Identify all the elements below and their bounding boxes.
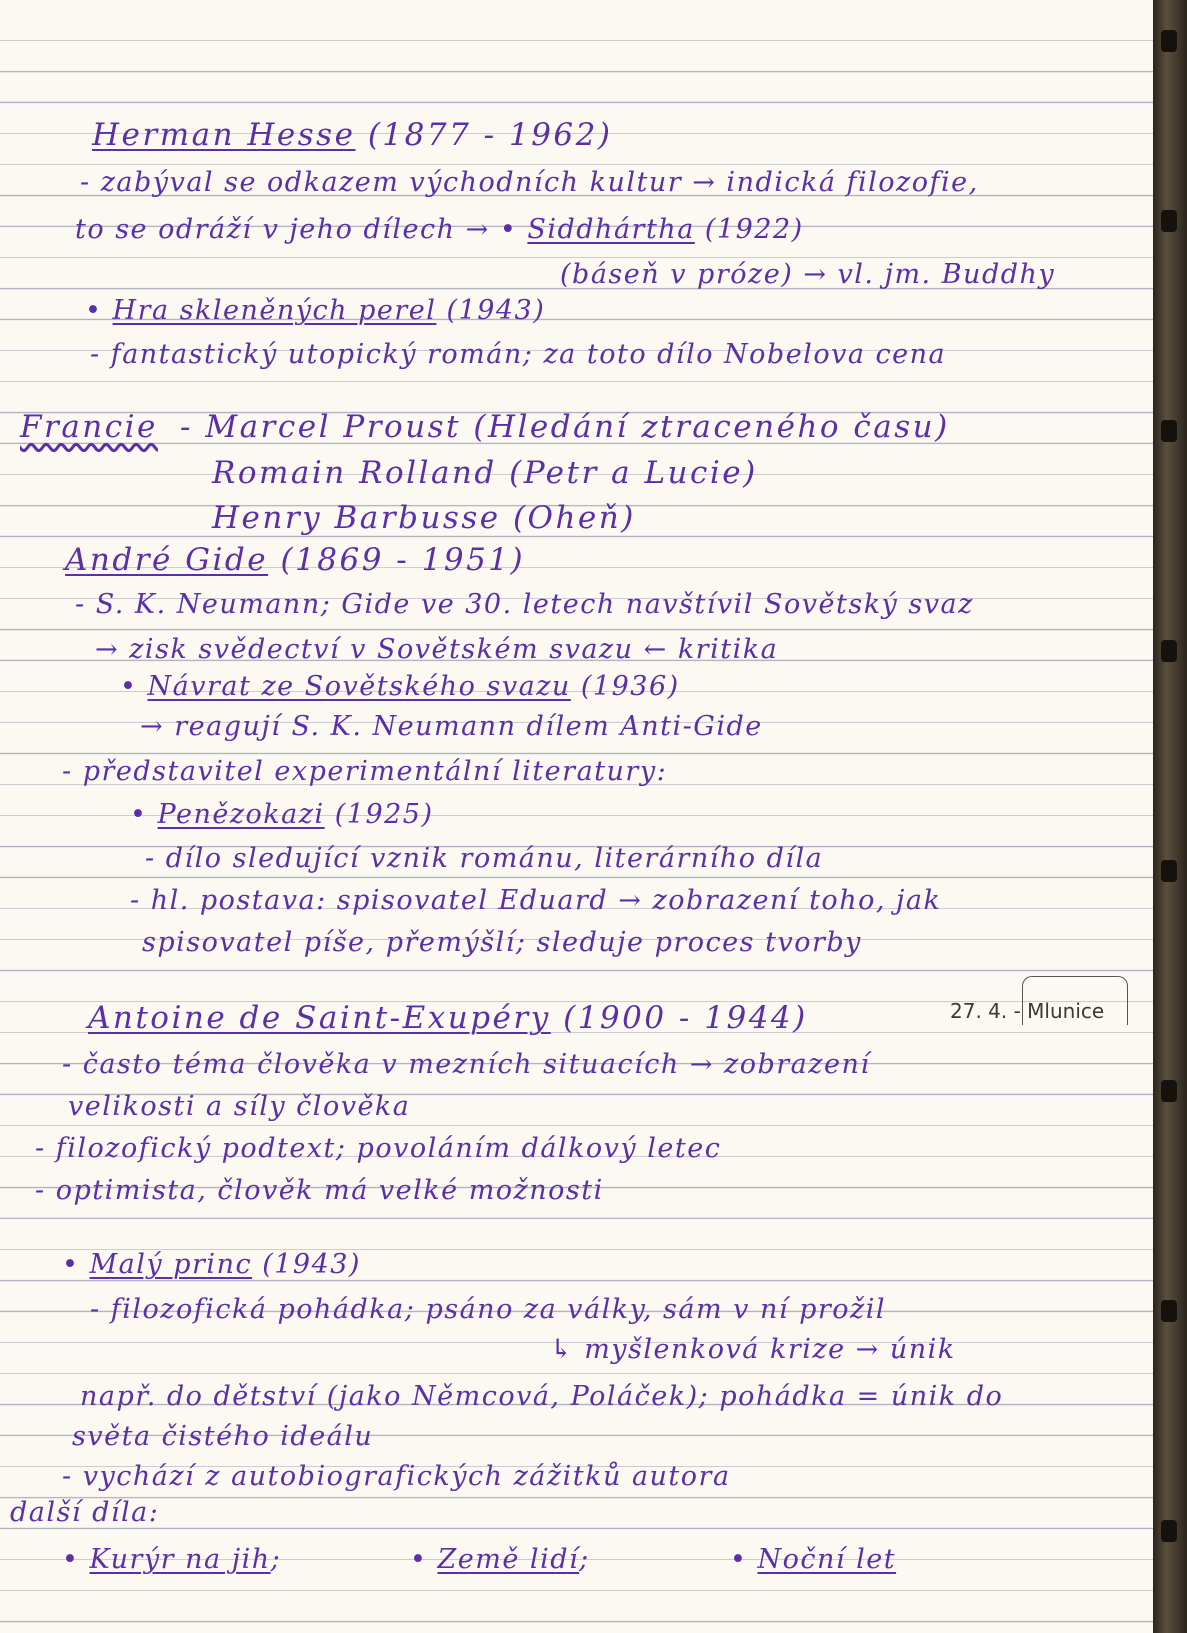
further-works-row bbox=[730, 1545, 896, 1575]
note-line: Romain Rolland (Petr a Lucie) bbox=[212, 455, 758, 491]
note-line: ↳ myšlenková krize → únik bbox=[550, 1334, 956, 1365]
binding-hole bbox=[1161, 860, 1177, 882]
note-line bbox=[85, 296, 545, 326]
note-line bbox=[75, 215, 804, 245]
exupery-title: Antoine de Saint-Exupéry bbox=[88, 1000, 551, 1036]
bullet: • bbox=[130, 799, 148, 830]
further-works-row: • Země lidí; bbox=[410, 1544, 590, 1575]
work-year: (1943) bbox=[262, 1249, 361, 1280]
note-line: → zisk svědectví v Sovětském svazu ← kritika bbox=[95, 634, 779, 665]
note-line: Henry Barbusse (Oheň) bbox=[212, 500, 636, 536]
note-text: to se odráží v jeho dílech → • bbox=[75, 214, 518, 245]
note-line: - dílo sledující vznik románu, literárního díla bbox=[145, 843, 824, 874]
binding-hole bbox=[1161, 1520, 1177, 1542]
note-line: - fantastický utopický román; za toto dílo Nobelova cena bbox=[90, 339, 947, 370]
work-year: (1943) bbox=[446, 295, 546, 326]
note-line: velikosti a síly člověka bbox=[68, 1091, 411, 1122]
note-line: - filozofický podtext; povoláním dálkový letec bbox=[35, 1133, 722, 1164]
binding-hole bbox=[1161, 420, 1177, 442]
bullet: • bbox=[62, 1249, 80, 1280]
work-title: Siddhártha bbox=[527, 214, 695, 245]
note-line: - vychází z autobiografických zážitků autora bbox=[62, 1461, 731, 1492]
binding-hole bbox=[1161, 210, 1177, 232]
bullet: • bbox=[62, 1544, 80, 1575]
note-line: - zabýval se odkazem východních kultur → indická filozofie, bbox=[80, 167, 979, 198]
work-year: (1925) bbox=[334, 799, 434, 830]
work-title: Noční let bbox=[757, 1544, 897, 1575]
work-title: Návrat ze Sovětského svazu bbox=[147, 671, 571, 702]
hesse-years: (1877 - 1962) bbox=[367, 117, 613, 153]
binding-hole bbox=[1161, 1300, 1177, 1322]
work-title: Hra skleněných perel bbox=[112, 295, 437, 326]
binding-hole bbox=[1161, 640, 1177, 662]
note-line: - často téma člověka v mezních situacích → zobrazení bbox=[62, 1049, 871, 1080]
work-year: (1922) bbox=[704, 214, 804, 245]
hesse-title: Herman Hesse bbox=[92, 117, 356, 153]
note-line: - filozofická pohádka; psáno za války, sám v ní prožil bbox=[90, 1294, 887, 1325]
note-line: spisovatel píše, přemýšlí; sleduje proces tvorby bbox=[142, 927, 862, 958]
binding-hole bbox=[1161, 1080, 1177, 1102]
exupery-years: (1900 - 1944) bbox=[563, 1000, 808, 1036]
note-line: např. do dětství (jako Němcová, Poláček); pohádka = únik do bbox=[80, 1381, 1004, 1412]
gide-title: André Gide bbox=[65, 542, 269, 578]
france-heading bbox=[20, 409, 158, 445]
note-line bbox=[62, 1250, 361, 1280]
note-line: (báseň v próze) → vl. jm. Buddhy bbox=[560, 259, 1056, 290]
note-line bbox=[130, 800, 434, 830]
gide-heading bbox=[65, 542, 526, 578]
note-line: světa čistého ideálu bbox=[72, 1421, 374, 1452]
binding-hole bbox=[1161, 30, 1177, 52]
work-title: Malý princ bbox=[89, 1249, 253, 1280]
note-line: → reagují S. K. Neumann dílem Anti-Gide bbox=[140, 711, 763, 742]
note-line: - představitel experimentální literatury: bbox=[62, 756, 668, 787]
bullet: • bbox=[120, 671, 138, 702]
notebook-binding bbox=[1153, 0, 1187, 1633]
work-title: Penězokazi bbox=[157, 799, 325, 830]
gide-years: (1869 - 1951) bbox=[280, 542, 526, 578]
work-title: Kurýr na jih bbox=[89, 1544, 271, 1575]
further-works-row: • Kurýr na jih; bbox=[62, 1544, 282, 1575]
bullet: • bbox=[85, 295, 103, 326]
note-line: - S. K. Neumann; Gide ve 30. letech navštívil Sovětský svaz bbox=[75, 589, 974, 620]
work-year: (1936) bbox=[580, 671, 680, 702]
bullet: • bbox=[730, 1544, 748, 1575]
bullet: • bbox=[410, 1544, 428, 1575]
hesse-heading bbox=[92, 117, 613, 153]
france-label: Francie bbox=[20, 409, 158, 445]
date-note: 27. 4. - Mlunice bbox=[950, 999, 1105, 1023]
note-line: - optimista, člověk má velké možnosti bbox=[35, 1175, 604, 1206]
work-title: Země lidí bbox=[437, 1544, 580, 1575]
note-line: - Marcel Proust (Hledání ztraceného času) bbox=[180, 409, 950, 445]
note-line bbox=[120, 672, 680, 702]
note-line: další díla: bbox=[10, 1497, 160, 1528]
exupery-heading bbox=[88, 1000, 808, 1036]
note-line: - hl. postava: spisovatel Eduard → zobrazení toho, jak bbox=[130, 885, 942, 916]
